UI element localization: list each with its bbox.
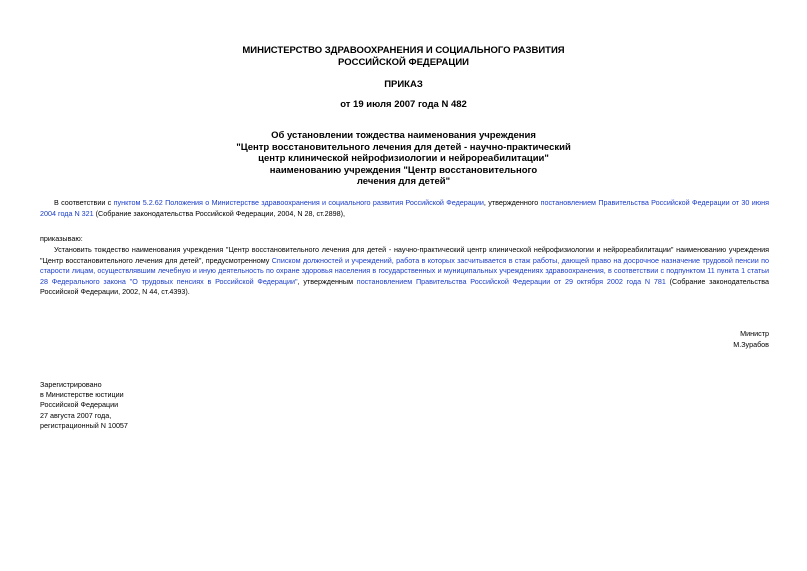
registration-line-4: 27 августа 2007 года, — [40, 410, 112, 420]
subject-line-2: "Центр восстановительного лечения для детей - научно-практический — [236, 141, 571, 153]
preamble-paragraph — [40, 198, 769, 219]
order-text-3: (Собрание законодательства Российской Федерации, 2002, N 44, ст.4393). — [40, 276, 770, 297]
subject-line-1: Об установлении тождества наименования учреждения — [271, 130, 536, 141]
subject-line-4: наименованию учреждения "Центр восстановительного — [269, 164, 538, 176]
subject-line-5: лечения для детей" — [356, 176, 451, 188]
document-type: ПРИКАЗ — [384, 79, 423, 90]
preamble-text-3: (Собрание законодательства Российской Федерации, 2004, N 28, ст.2898), — [93, 208, 345, 218]
registration-block — [40, 380, 240, 431]
registration-line-3: Российской Федерации — [40, 400, 119, 410]
order-text-2: , утвержденным — [297, 276, 357, 286]
ministry-heading — [0, 45, 807, 69]
document-date-number: от 19 июля 2007 года N 482 — [340, 99, 467, 110]
government-decree-781-link[interactable]: постановлением Правительства Российской Федерации от 29 октября 2002 года N 781 — [356, 276, 666, 286]
preamble-text-1: В соответствии с — [54, 198, 114, 207]
subject-line-3: центр клинической нейрофизиологии и нейрореабилитации" — [258, 153, 549, 165]
ministry-line-1: МИНИСТЕРСТВО ЗДРАВООХРАНЕНИЯ И СОЦИАЛЬНОГО РАЗВИТИЯ — [242, 45, 565, 56]
registration-line-5: регистрационный N 10057 — [40, 420, 128, 430]
order-word: приказываю: — [40, 234, 83, 243]
signature-name: М.Зурабов — [733, 340, 769, 349]
positions-list-link[interactable]: Списком должностей и учреждений, работа в которых засчитывается в стаж работы, дающей право на досрочное назначение трудовой пенсии по старости лицам, осуществлявшим лечебную и иную деятельность по охране здоровья населения в государственных и муниципальных учреждениях здравоохранения, в соответствии с подпунктом 11 пункта 1 статьи 28 Федерального закона "О трудовых пенсиях в Российской Федерации" — [40, 255, 769, 286]
registration-line-2: в Министерстве юстиции — [40, 390, 124, 400]
government-decree-321-link[interactable]: постановлением Правительства Российской Федерации от 30 июня 2004 года N 321 — [40, 198, 770, 218]
ministry-line-2: РОССИЙСКОЙ ФЕДЕРАЦИИ — [337, 57, 469, 68]
signature-block — [609, 328, 769, 350]
preamble-text-2: , утвержденного — [483, 198, 541, 207]
regulation-link[interactable]: пунктом 5.2.62 Положения о Министерстве здравоохранения и социального развития Российской Федерации — [113, 198, 484, 207]
order-text-1: Установить тождество наименования учреждения "Центр восстановительного лечения для детей - научно-практический центр клинической нейрофизиологии и нейрореабилитации" наименованию учреждения "Центр восстановительного лечения для детей", предусмотренному — [40, 245, 769, 265]
order-paragraph — [40, 245, 769, 298]
registration-line-1: Зарегистрировано — [40, 380, 102, 389]
document-subject — [0, 130, 807, 188]
signature-title: Министр — [740, 329, 769, 338]
